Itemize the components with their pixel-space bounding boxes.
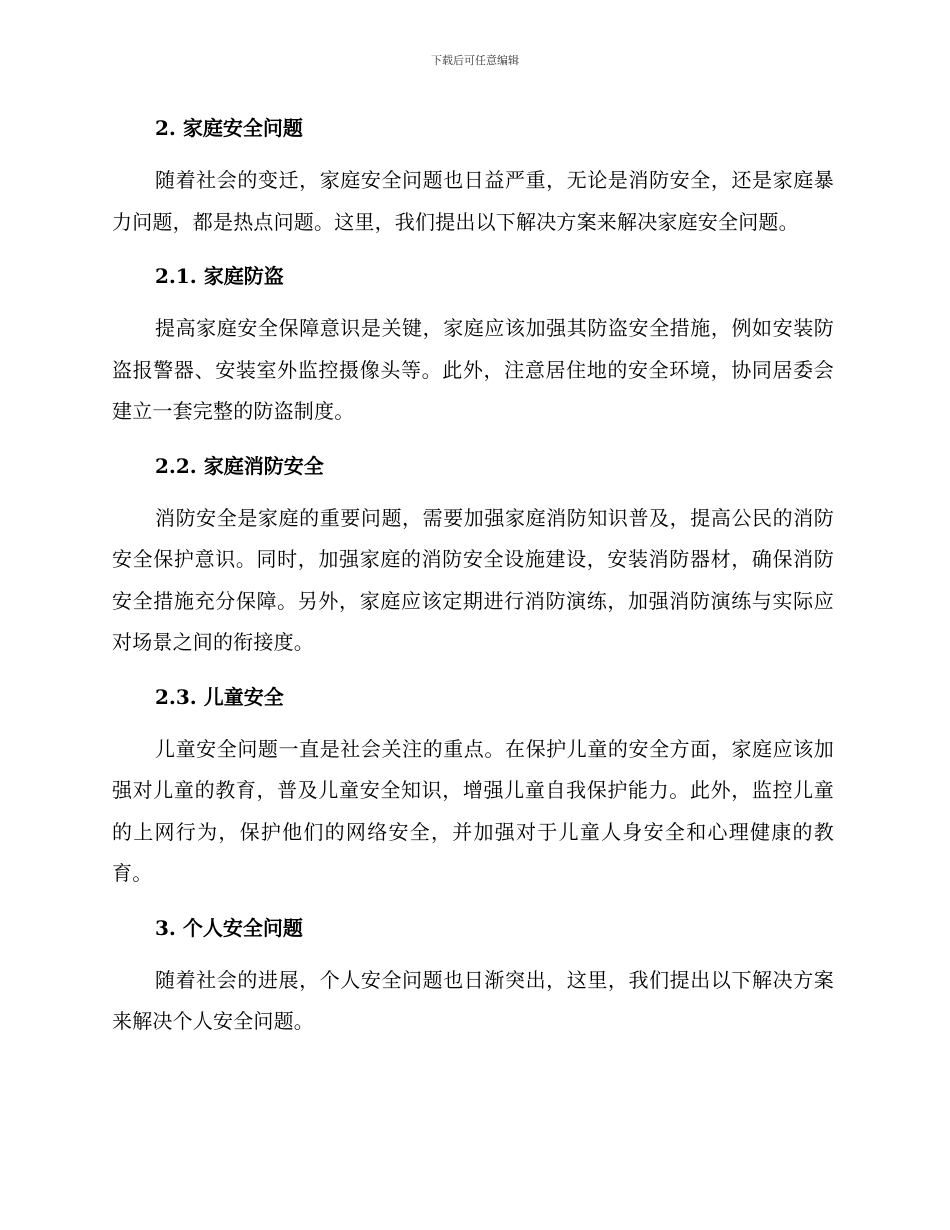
section-heading-anti-theft: 2.1. 家庭防盗 — [155, 264, 284, 288]
header-note: 下载后可任意编辑 — [431, 54, 519, 67]
section-heading-fire-safety: 2.2. 家庭消防安全 — [155, 453, 324, 478]
section-body-anti-theft: 提高家庭安全保障意识是关键，家庭应该加强其防盗安全措施，例如安装防盗报警器、安装室外监控摄像头等。此外，注意居住地的安全环境，协同居委会建立一套完整的防盗制度。 — [112, 316, 834, 423]
section-body-child-safety: 儿童安全问题一直是社会关注的重点。在保护儿童的安全方面，家庭应该加强对儿童的教育，普及儿童安全知识，增强儿童自我保护能力。此外，监控儿童的上网行为，保护他们的网络安全，并加强对于儿童人身安全和心理健康的教育。 — [112, 736, 834, 885]
section-body-fire-safety: 消防安全是家庭的重要问题，需要加强家庭消防知识普及，提高公民的消防安全保护意识。同时，加强家庭的消防安全设施建设，安装消防器材，确保消防安全措施充分保障。另外，家庭应该定期进行消防演练，加强消防演练与实际应对场景之间的衔接度。 — [112, 505, 834, 654]
section-body-personal-safety: 随着社会的进展，个人安全问题也日渐突出，这里，我们提出以下解决方案来解决个人安全问题。 — [112, 967, 834, 1033]
section-heading-home-safety: 2. 家庭安全问题 — [155, 116, 303, 140]
section-heading-personal-safety: 3. 个人安全问题 — [155, 915, 303, 940]
section-body-home-safety: 随着社会的变迁，家庭安全问题也日益严重，无论是消防安全，还是家庭暴力问题，都是热点问题。这里，我们提出以下解决方案来解决家庭安全问题。 — [112, 168, 834, 234]
section-heading-child-safety: 2.3. 儿童安全 — [155, 684, 284, 709]
document-body — [112, 108, 834, 1043]
